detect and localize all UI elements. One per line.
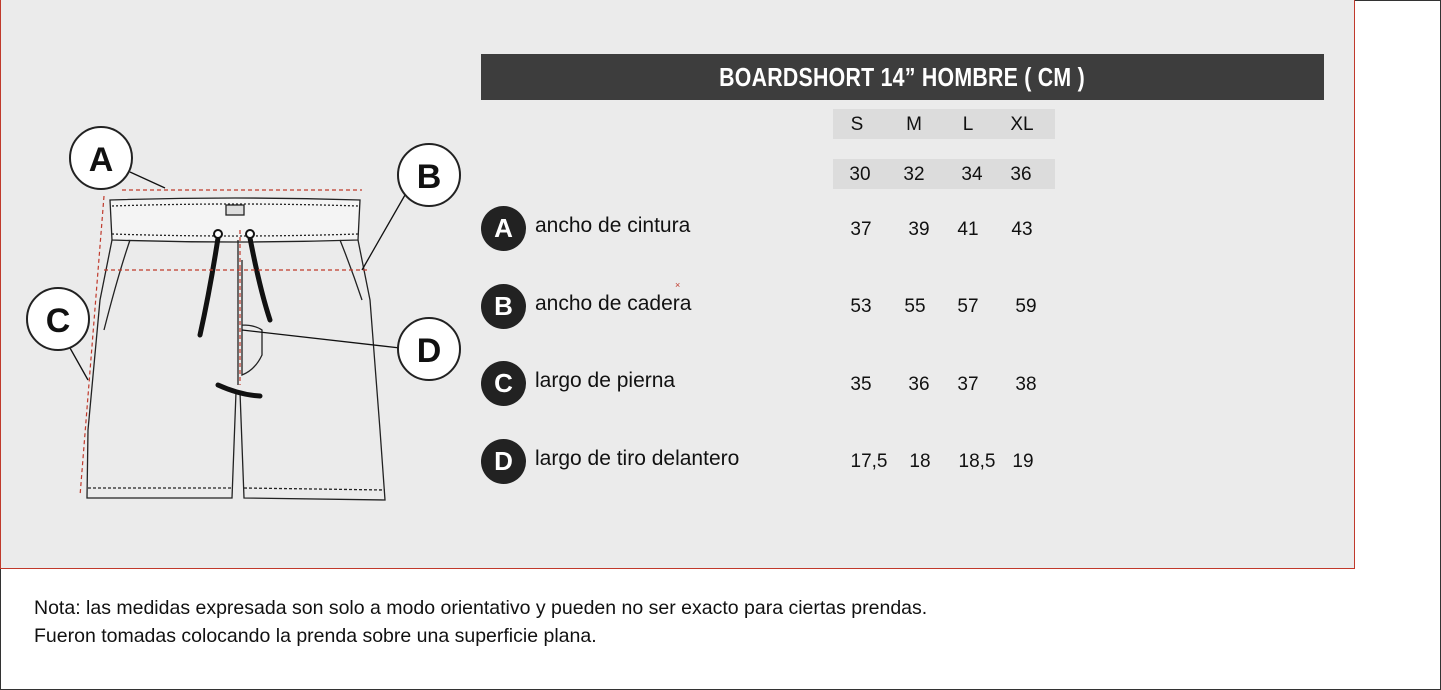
drawcord bbox=[200, 238, 270, 396]
svg-text:C: C bbox=[45, 302, 71, 340]
row-badge-b: B bbox=[481, 284, 526, 329]
row-a-value-xl: 43 bbox=[1011, 219, 1033, 240]
chart-title bbox=[481, 54, 1324, 100]
row-badge-c: C bbox=[481, 361, 526, 406]
row-c-value-xl: 38 bbox=[1015, 374, 1037, 395]
size-label-l: L bbox=[962, 114, 974, 135]
stray-mark: × bbox=[675, 280, 681, 290]
row-c-value-s: 35 bbox=[850, 374, 872, 395]
row-b-value-s: 53 bbox=[850, 296, 872, 317]
row-c-value-l: 37 bbox=[957, 374, 979, 395]
row-d-value-xl: 19 bbox=[1012, 451, 1034, 472]
shorts-outline bbox=[87, 198, 385, 500]
boardshort-diagram bbox=[0, 0, 480, 568]
callout-b bbox=[398, 144, 460, 206]
size-label-xl: XL bbox=[1010, 114, 1034, 135]
row-d-value-m: 18 bbox=[909, 451, 931, 472]
callout-a bbox=[70, 127, 132, 189]
row-b-value-l: 57 bbox=[957, 296, 979, 317]
row-b-value-xl: 59 bbox=[1015, 296, 1037, 317]
row-b-value-m: 55 bbox=[904, 296, 926, 317]
row-label-d: largo de tiro delantero bbox=[535, 447, 740, 470]
svg-text:D: D bbox=[416, 332, 442, 370]
svg-text:A: A bbox=[88, 141, 114, 179]
row-a-value-m: 39 bbox=[908, 219, 930, 240]
row-label-c: largo de pierna bbox=[535, 369, 676, 392]
row-d-value-l: 18,5 bbox=[958, 451, 996, 472]
callout-c bbox=[27, 288, 89, 350]
svg-text:B: B bbox=[416, 158, 442, 196]
size-number-xl: 36 bbox=[1010, 164, 1032, 185]
row-label-a: ancho de cintura bbox=[535, 214, 691, 237]
row-badge-a: A bbox=[481, 206, 526, 251]
measurement-note bbox=[34, 594, 927, 650]
callout-d bbox=[398, 318, 460, 380]
size-number-m: 32 bbox=[903, 164, 925, 185]
note-line-1: Nota: las medidas expresada son solo a modo orientativo y pueden no ser exacto para ciertas prendas. bbox=[34, 597, 928, 619]
size-number-s: 30 bbox=[849, 164, 871, 185]
row-badge-d: D bbox=[481, 439, 526, 484]
row-a-value-l: 41 bbox=[957, 219, 979, 240]
row-label-b: ancho de cadera bbox=[535, 292, 692, 315]
size-label-s: S bbox=[850, 114, 864, 135]
row-c-value-m: 36 bbox=[908, 374, 930, 395]
row-d-value-s: 17,5 bbox=[850, 451, 888, 472]
row-a-value-s: 37 bbox=[850, 219, 872, 240]
chart-title-text: BOARDSHORT 14” HOMBRE ( CM ) bbox=[719, 61, 1086, 92]
note-line-2: Fueron tomadas colocando la prenda sobre una superficie plana. bbox=[34, 625, 597, 647]
size-label-m: M bbox=[906, 114, 922, 135]
size-number-l: 34 bbox=[961, 164, 983, 185]
